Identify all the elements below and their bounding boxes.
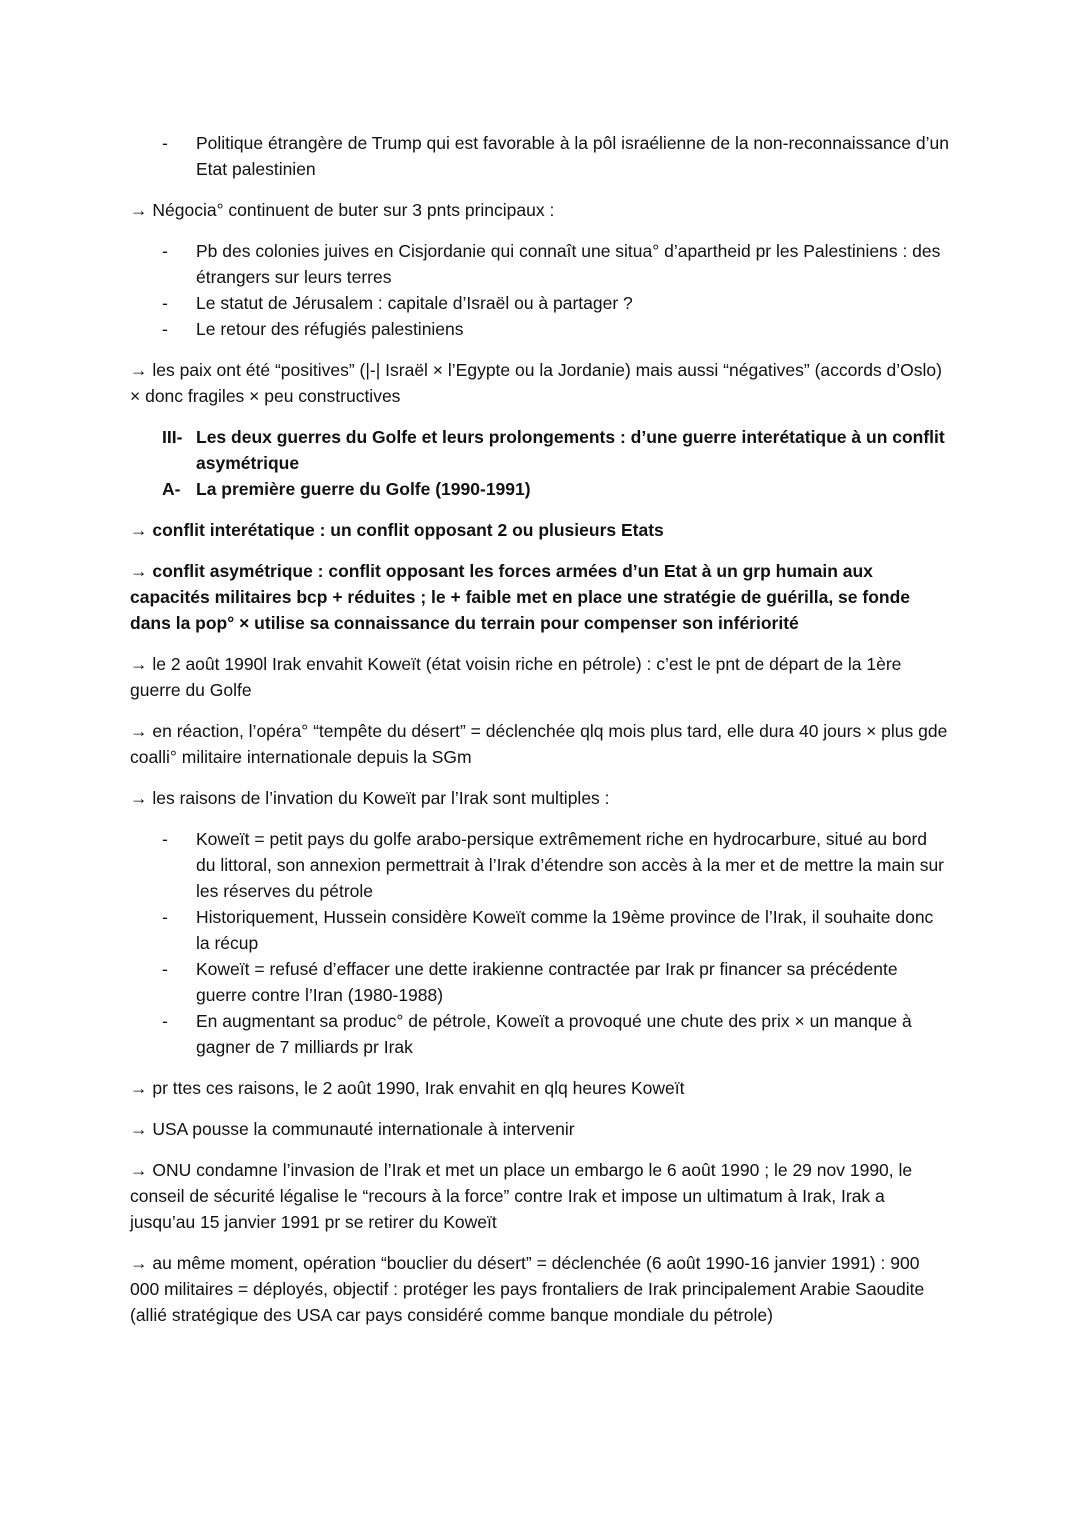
- paragraph-bouclier: → au même moment, opération “bouclier du désert” = déclenchée (6 août 1990-16 janvier 1991) : 900 000 militaires = déployés, objectif : protéger les pays frontaliers de Irak principalement Arabie Saoudite (allié stratégique des USA car pays considéré comme banque mondiale du pétrole): [130, 1253, 925, 1325]
- paragraph-paix: → les paix ont été “positives” (|-| Israël × l’Egypte ou la Jordanie) mais aussi “négatives” (accords d’Oslo) × donc fragiles × peu constructives: [130, 360, 942, 406]
- dash-marker: -: [162, 959, 168, 979]
- bullet-list-trump: [130, 130, 950, 182]
- paragraph-ttes-raisons: → pr ttes ces raisons, le 2 août 1990, Irak envahit en qlq heures Koweït: [130, 1078, 685, 1098]
- paragraph-negociations: → Négocia° continuent de buter sur 3 pnts principaux :: [130, 200, 555, 220]
- dash-marker: -: [162, 1011, 168, 1031]
- dash-marker: -: [162, 293, 168, 313]
- section-headings: [130, 424, 950, 502]
- list-item: - Historiquement, Hussein considère Koweït comme la 19ème province de l’Irak, il souhaite donc la récup: [130, 904, 950, 956]
- document-page: [130, 130, 950, 1343]
- list-item: - Le statut de Jérusalem : capitale d’Israël ou à partager ?: [130, 290, 950, 316]
- list-item: - Le retour des réfugiés palestiniens: [130, 316, 950, 342]
- paragraph-tempete: → en réaction, l’opéra° “tempête du désert” = déclenchée qlq mois plus tard, elle dura 40 jours × plus gde coalli° militaire internationale depuis la SGm: [130, 721, 948, 767]
- definition-interetatique: → conflit interétatique : un conflit opposant 2 ou plusieurs Etats: [130, 520, 664, 540]
- bullet-list-points: [130, 238, 950, 342]
- dash-marker: -: [162, 829, 168, 849]
- list-item: - Koweït = petit pays du golfe arabo-persique extrêmement riche en hydrocarbure, situé au bord du littoral, son annexion permettrait à l’Irak d’étendre son accès à la mer et de mettre la main sur les réserves du pétrole: [130, 826, 950, 904]
- list-item: - En augmentant sa produc° de pétrole, Koweït a provoqué une chute des prix × un manque à gagner de 7 milliards pr Irak: [130, 1008, 950, 1060]
- list-item: - Politique étrangère de Trump qui est favorable à la pôl israélienne de la non-reconnaissance d’un Etat palestinien: [130, 130, 950, 182]
- paragraph-usa: → USA pousse la communauté internationale à intervenir: [130, 1119, 575, 1139]
- list-item: - Pb des colonies juives en Cisjordanie qui connaît une situa° d’apartheid pr les Palestiniens : des étrangers sur leurs terres: [130, 238, 950, 290]
- paragraph-invasion: → le 2 août 1990l Irak envahit Koweït (état voisin riche en pétrole) : c’est le pnt de départ de la 1ère guerre du Golfe: [130, 654, 902, 700]
- dash-marker: -: [162, 319, 168, 339]
- dash-marker: -: [162, 907, 168, 927]
- dash-marker: -: [162, 241, 168, 261]
- paragraph-onu: → ONU condamne l’invasion de l’Irak et met un place un embargo le 6 août 1990 ; le 29 nov 1990, le conseil de sécurité légalise le “recours à la force” contre Irak et impose un ultimatum à Irak, Irak a jusqu’au 15 janvier 1991 pr se retirer du Koweït: [130, 1160, 913, 1232]
- dash-marker: -: [162, 133, 168, 153]
- definition-asymetrique: → conflit asymétrique : conflit opposant les forces armées d’un Etat à un grp humain aux capacités militaires bcp + réduites ; le + faible met en place une stratégie de guérilla, se fonde dans la pop° × utilise sa connaissance du terrain pour compenser son infériorité: [130, 561, 911, 633]
- section-heading-a: A- La première guerre du Golfe (1990-1991): [162, 479, 531, 499]
- list-item: - Koweït = refusé d’effacer une dette irakienne contractée par Irak pr financer sa précédente guerre contre l’Iran (1980-1988): [130, 956, 950, 1008]
- paragraph-raisons: → les raisons de l’invation du Koweït par l’Irak sont multiples :: [130, 788, 610, 808]
- bullet-list-raisons: [130, 826, 950, 1060]
- section-heading-iii: III- Les deux guerres du Golfe et leurs prolongements : d’une guerre interétatique à un conflit asymétrique: [162, 427, 945, 473]
